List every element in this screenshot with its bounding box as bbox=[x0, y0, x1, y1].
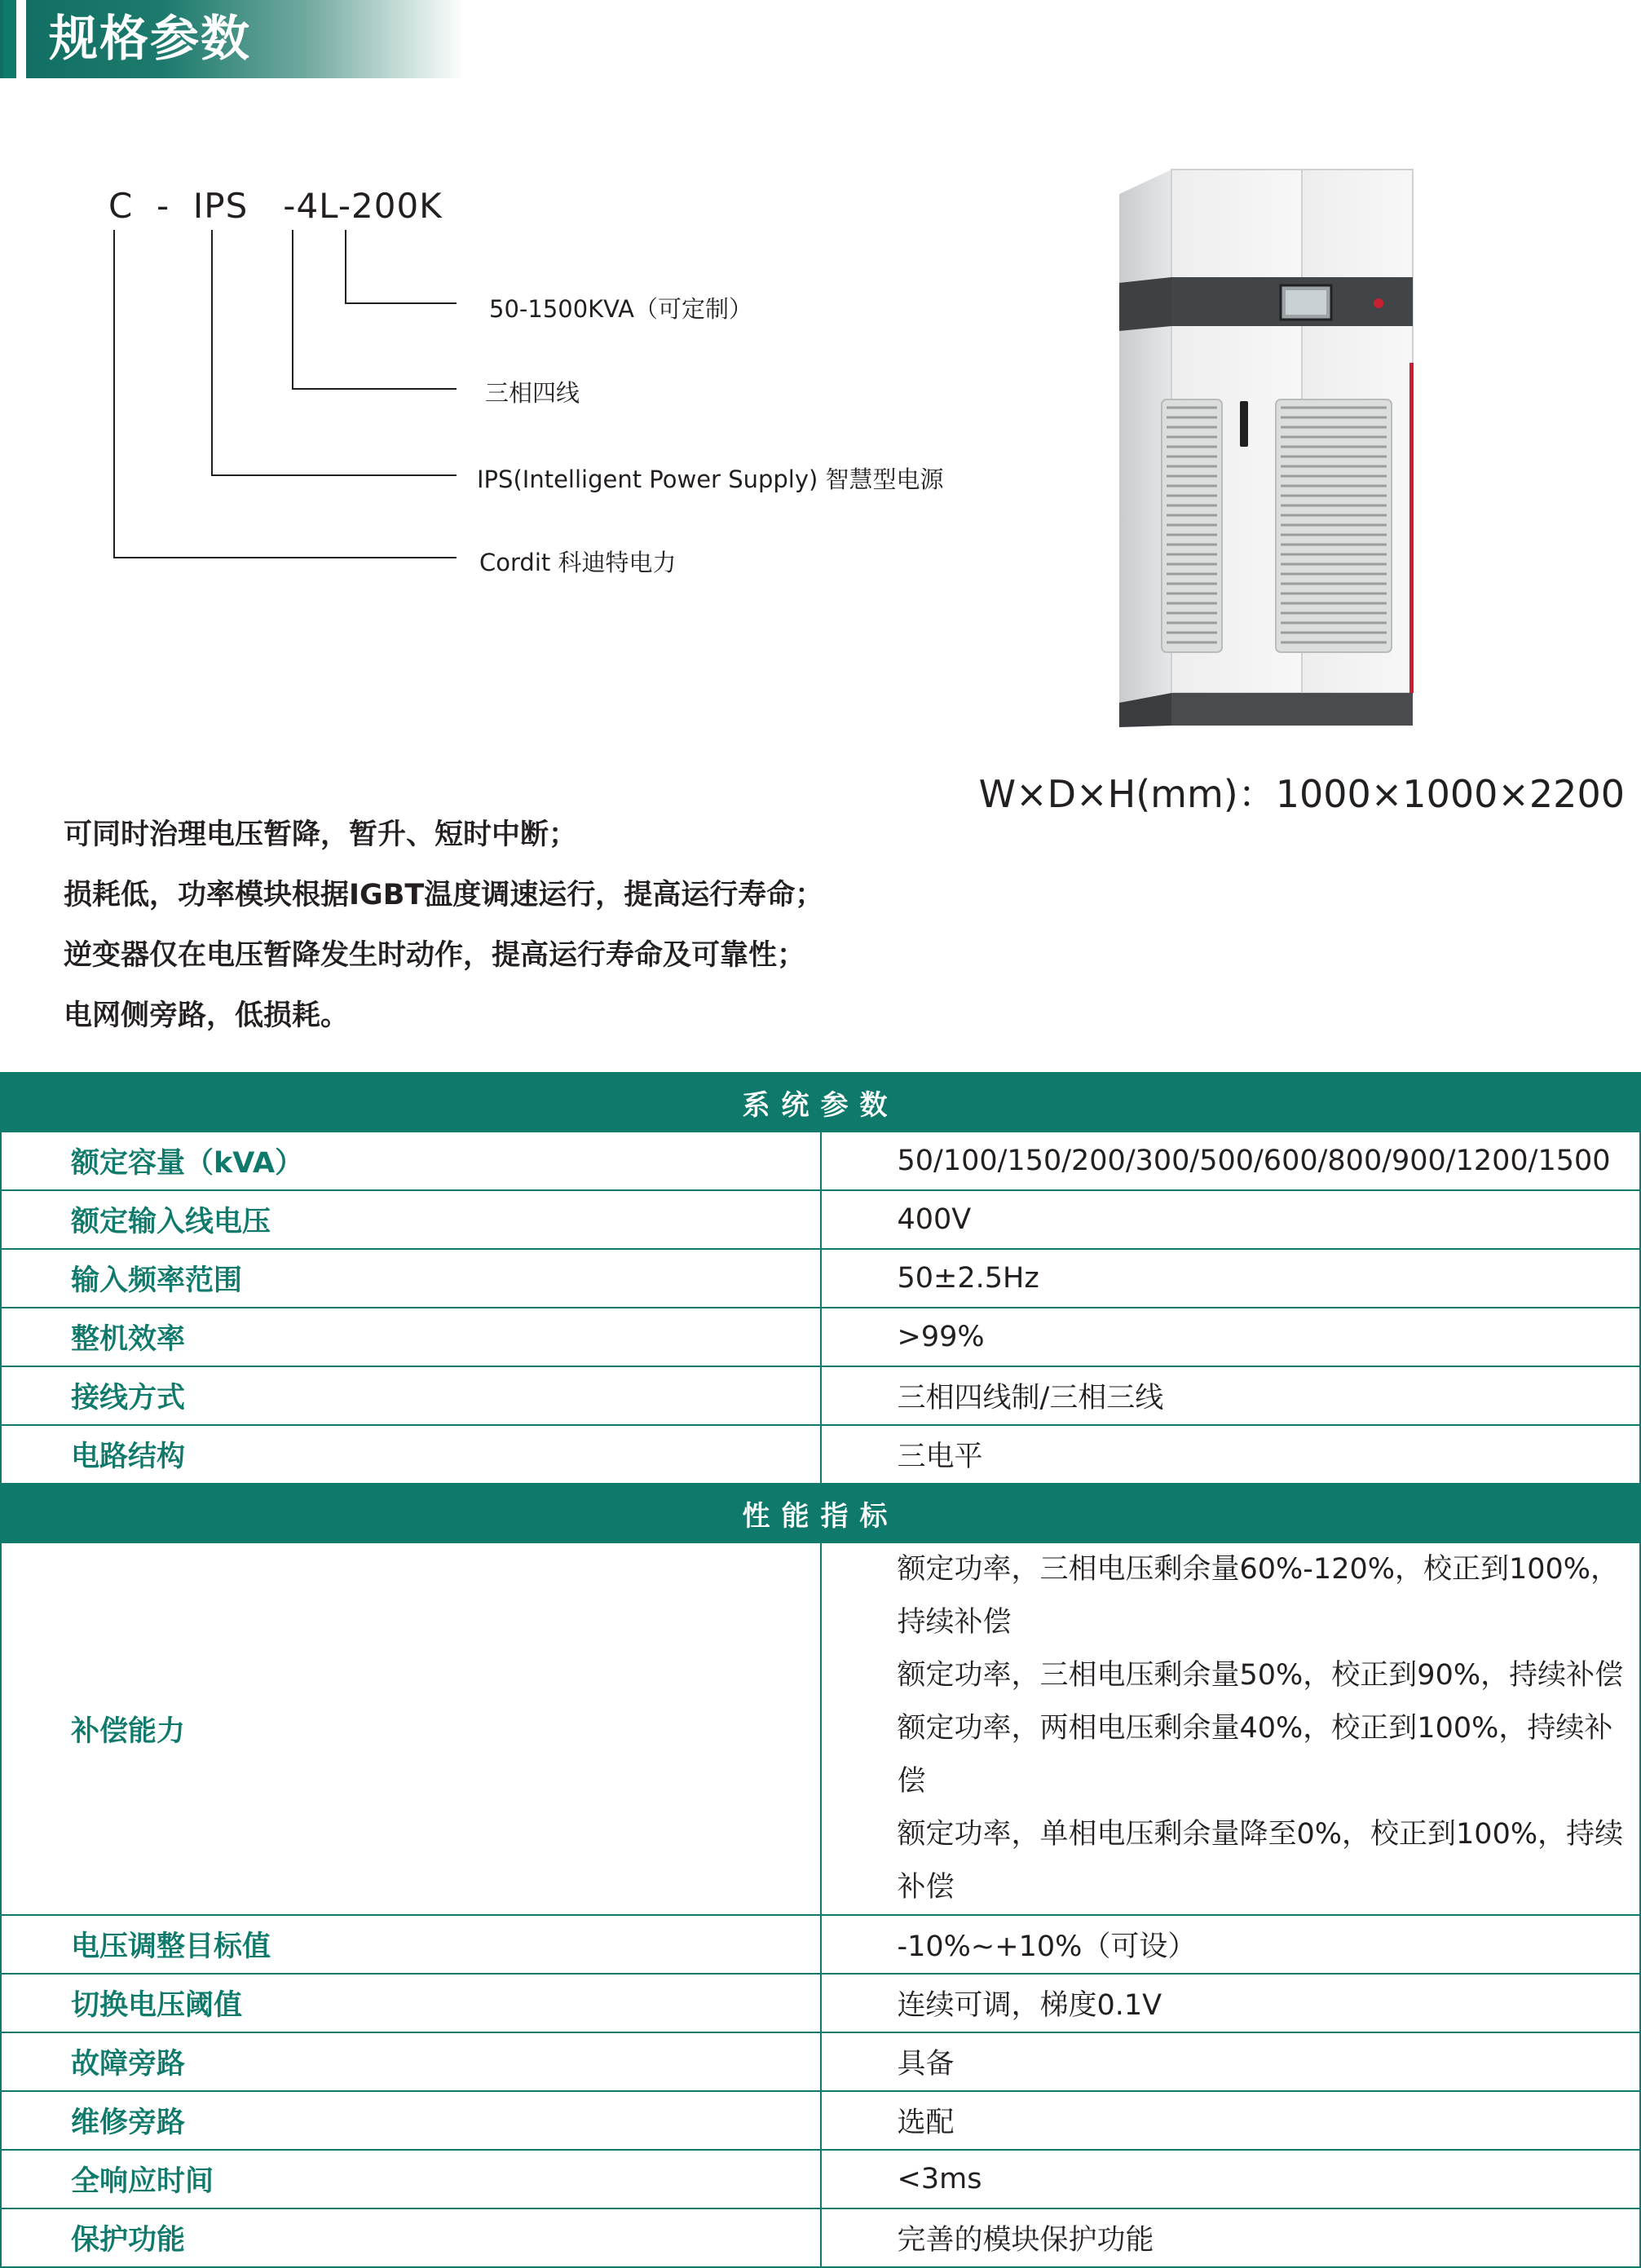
param-value: 完善的模块保护功能 bbox=[821, 2208, 1641, 2267]
feature-item: 可同时治理电压暂降，暂升、短时中断； bbox=[64, 819, 578, 851]
table-row bbox=[1, 1249, 1640, 1308]
param-name: 切换电压阈值 bbox=[1, 1974, 821, 2032]
param-value: 连续可调，梯度0.1V bbox=[821, 1974, 1641, 2032]
param-name: 输入频率范围 bbox=[1, 1249, 821, 1308]
param-value: 50±2.5Hz bbox=[821, 1249, 1641, 1308]
table-row bbox=[1, 1915, 1640, 1974]
leader-line-ips bbox=[212, 230, 457, 475]
table-row bbox=[1, 1366, 1640, 1425]
table-row bbox=[1, 2150, 1640, 2208]
section-title-system: 系统参数 bbox=[1, 1073, 1640, 1132]
code-label-brand: Cordit 科迪特电力 bbox=[479, 549, 677, 576]
code-label-capacity: 50-1500KVA（可定制） bbox=[489, 295, 753, 323]
leader-line-capacity bbox=[346, 230, 457, 303]
param-name: 电压调整目标值 bbox=[1, 1915, 821, 1974]
feature-item: 损耗低，功率模块根据IGBT温度调速运行，提高运行寿命； bbox=[64, 879, 824, 911]
feature-item: 电网侧旁路，低损耗。 bbox=[64, 999, 350, 1032]
feature-item: 逆变器仅在电压暂降发生时动作，提高运行寿命及可靠性； bbox=[64, 939, 806, 972]
param-name: 电路结构 bbox=[1, 1425, 821, 1484]
feature-list bbox=[64, 811, 823, 1052]
model-code: C - IPS -4L-200K bbox=[108, 186, 443, 226]
cabinet-dimensions: W×D×H(mm)：1000×1000×2200 bbox=[978, 772, 1625, 816]
table-row bbox=[1, 1974, 1640, 2032]
code-label-ips: IPS(Intelligent Power Supply) 智慧型电源 bbox=[477, 466, 944, 493]
param-value: >99% bbox=[821, 1308, 1641, 1366]
param-value: 选配 bbox=[821, 2091, 1641, 2150]
param-name: 故障旁路 bbox=[1, 2032, 821, 2091]
param-value-multiline bbox=[821, 1542, 1641, 1915]
param-name: 接线方式 bbox=[1, 1366, 821, 1425]
param-name: 补偿能力 bbox=[1, 1542, 821, 1915]
param-name: 整机效率 bbox=[1, 1308, 821, 1366]
section-header-row bbox=[1, 1073, 1640, 1132]
param-name: 额定容量（kVA） bbox=[1, 1132, 821, 1190]
page-title: 规格参数 bbox=[49, 11, 251, 68]
leader-line-brand bbox=[114, 230, 457, 558]
section-title-performance: 性能指标 bbox=[1, 1484, 1640, 1542]
param-value: 具备 bbox=[821, 2032, 1641, 2091]
table-row bbox=[1, 1542, 1640, 1915]
code-label-wiring: 三相四线 bbox=[485, 379, 580, 407]
param-name: 全响应时间 bbox=[1, 2150, 821, 2208]
param-name: 保护功能 bbox=[1, 2208, 821, 2267]
param-value: 三电平 bbox=[821, 1425, 1641, 1484]
compensation-line: 额定功率，两相电压剩余量40%，校正到100%，持续补偿 bbox=[897, 1712, 1613, 1798]
table-row bbox=[1, 2032, 1640, 2091]
table-row bbox=[1, 1308, 1640, 1366]
compensation-line: 额定功率，单相电压剩余量降至0%，校正到100%，持续补偿 bbox=[897, 1818, 1624, 1904]
param-name: 维修旁路 bbox=[1, 2091, 821, 2150]
ips-cabinet-image bbox=[1113, 163, 1423, 734]
table-row bbox=[1, 1190, 1640, 1249]
param-value: 三相四线制/三相三线 bbox=[821, 1366, 1641, 1425]
compensation-line: 额定功率，三相电压剩余量60%-120%，校正到100%，持续补偿 bbox=[897, 1553, 1620, 1639]
param-value: <3ms bbox=[821, 2150, 1641, 2208]
section-header-row bbox=[1, 1484, 1640, 1542]
table-row bbox=[1, 2208, 1640, 2267]
param-value: 50/100/150/200/300/500/600/800/900/1200/1500 bbox=[821, 1132, 1641, 1190]
param-name: 额定输入线电压 bbox=[1, 1190, 821, 1249]
leader-line-wiring bbox=[293, 230, 457, 389]
table-row bbox=[1, 2091, 1640, 2150]
compensation-line: 额定功率，三相电压剩余量50%，校正到90%，持续补偿 bbox=[897, 1659, 1624, 1692]
param-value: 400V bbox=[821, 1190, 1641, 1249]
spec-table bbox=[0, 1072, 1641, 2268]
param-value: -10%~+10%（可设） bbox=[821, 1915, 1641, 1974]
table-row bbox=[1, 1132, 1640, 1190]
table-row bbox=[1, 1425, 1640, 1484]
